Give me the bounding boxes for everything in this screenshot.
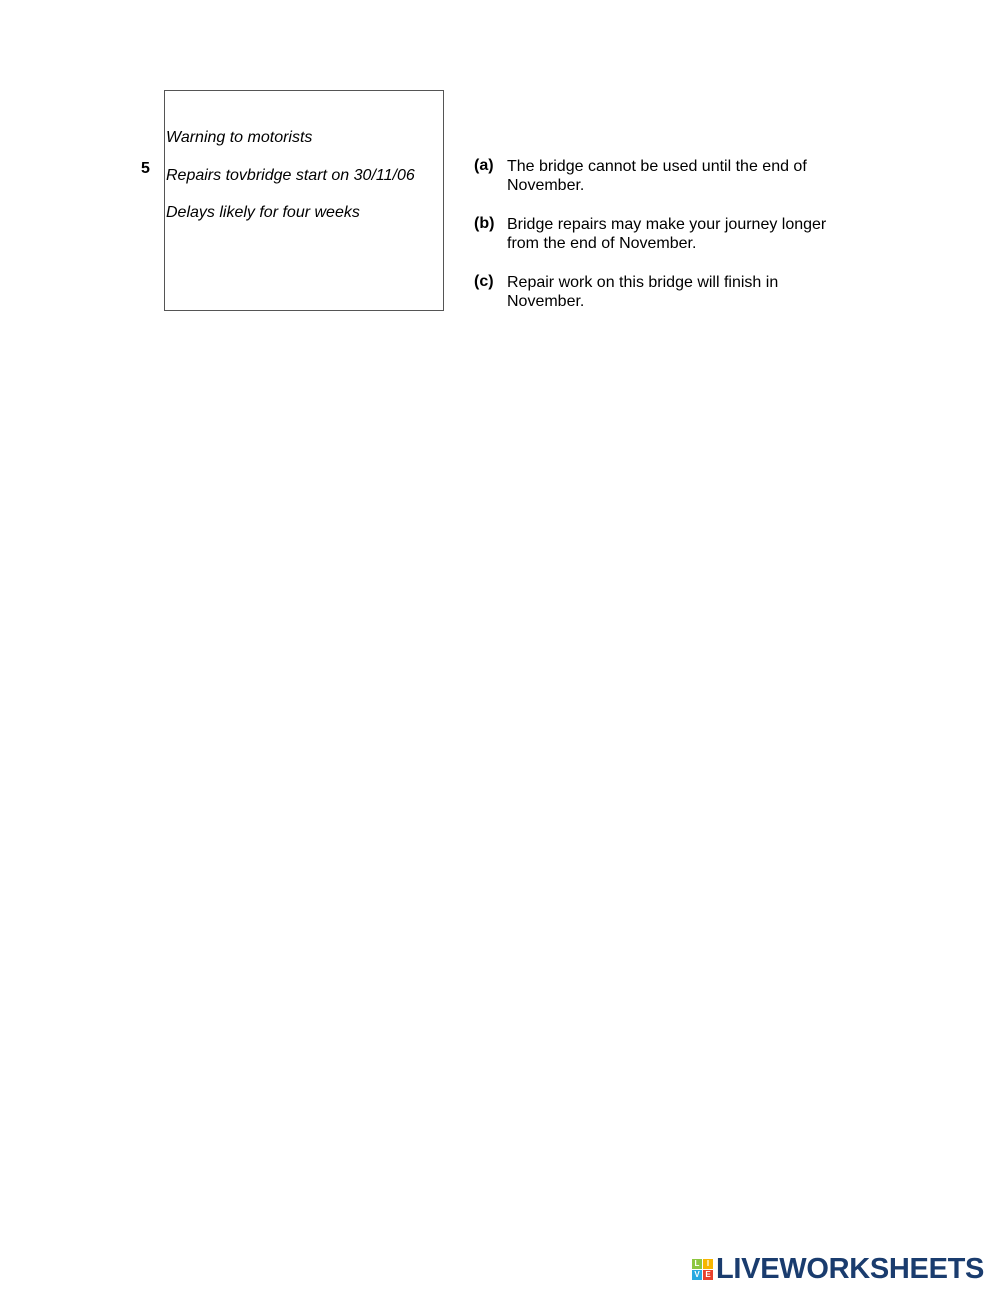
logo-text: LIVEWORKSHEETS [716, 1252, 985, 1285]
option-letter: (a) [474, 157, 494, 174]
logo-mark-icon [692, 1259, 713, 1280]
logo-cell: I [703, 1259, 713, 1269]
question-number: 5 [141, 160, 150, 177]
option-letter: (c) [474, 273, 494, 290]
logo-cell: E [703, 1270, 713, 1280]
notice-line-repairs: Repairs tovbridge start on 30/11/06 [166, 167, 415, 184]
option-text: The bridge cannot be used until the end of November. [507, 158, 807, 194]
liveworksheets-logo[interactable] [692, 1252, 984, 1286]
logo-cell: V [692, 1270, 702, 1280]
option-text: Repair work on this bridge will finish in November. [507, 274, 779, 310]
notice-line-title: Warning to motorists [166, 129, 313, 146]
option-letter: (b) [474, 215, 495, 232]
notice-box [164, 90, 444, 311]
notice-line-delays: Delays likely for four weeks [166, 204, 360, 221]
option-text: Bridge repairs may make your journey longer from the end of November. [507, 216, 827, 252]
logo-cell: L [692, 1259, 702, 1269]
